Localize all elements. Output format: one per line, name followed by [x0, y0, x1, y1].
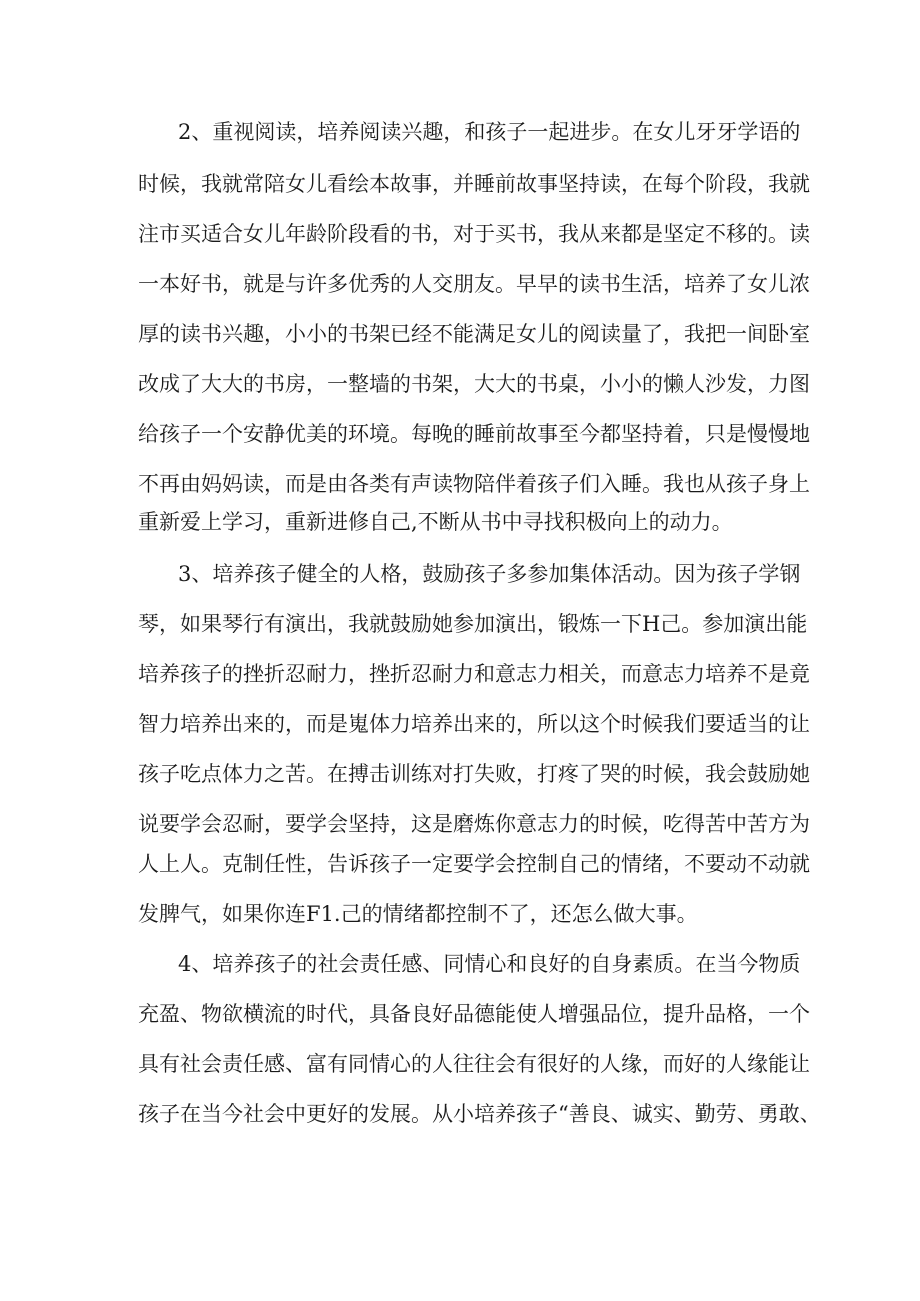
text-line: 改成了大大的书房，一整墙的书架，大大的书桌，小小的懒人沙发，力图: [138, 372, 810, 396]
text-line: 培养孩子的挫折忍耐力，挫折忍耐力和意志力相关，而意志力培养不是竟: [138, 662, 810, 686]
text-line: 说要学会忍耐，要学会坚持，这是磨炼你意志力的时候，吃得苦中苦方为: [138, 812, 810, 836]
text-line: 3、培养孩子健全的人格，鼓励孩子多参加集体活动。因为孩子学钢: [178, 562, 801, 586]
text-line: 琴，如果琴行有演出，我就鼓励她参加演出，锻炼一下H己。参加演出能: [138, 612, 808, 636]
text-line: 厚的读书兴趣，小小的书架已经不能满足女儿的阅读量了，我把一间卧室: [138, 322, 810, 346]
text-line: 孩子吃点体力之苦。在搏击训练对打失败，打疼了哭的时候，我会鼓励她: [138, 762, 810, 786]
text-line: 给孩子一个安静优美的环境。每晚的睡前故事至今都坚持着，只是慢慢地: [138, 422, 810, 446]
text-line: 时候，我就常陪女儿看绘本故事，并睡前故事坚持读，在每个阶段，我就: [138, 172, 810, 196]
text-line: 一本好书，就是与许多优秀的人交朋友。早早的读书生活，培养了女儿浓: [138, 272, 810, 296]
text-line: 孩子在当今社会中更好的发展。从小培养孩子“善良、诚实、勤劳、勇敢、: [138, 1102, 821, 1126]
text-line: 重新爱上学习，重新进修自己,不断从书中寻找积极向上的动力。: [138, 510, 733, 534]
text-line: 不再由妈妈读，而是由各类有声读物陪伴着孩子们入睡。我也从孩子身上: [138, 472, 810, 496]
text-line: 注市买适合女儿年龄阶段看的书，对于买书，我从来都是坚定不移的。读: [138, 222, 810, 246]
text-line: 2、重视阅读，培养阅读兴趣，和孩子一起进步。在女儿牙牙学语的: [178, 120, 801, 144]
text-line: 智力培养出来的，而是嵬体力培养出来的，所以这个时候我们要适当的让: [138, 712, 810, 736]
text-line: 4、培养孩子的社会责任感、同情心和良好的自身素质。在当今物质: [178, 952, 801, 976]
text-line: 充盈、物欲横流的时代，具备良好品德能使人增强品位，提升品格，一个: [138, 1002, 810, 1026]
text-line: 具有社会责任感、富有同情心的人往往会有很好的人缘，而好的人缘能让: [138, 1052, 810, 1076]
text-line: 发脾气，如果你连F1.己的情绪都控制不了，还怎么做大事。: [138, 902, 698, 926]
text-line: 人上人。克制任性，告诉孩子一定要学会控制自己的情绪，不要动不动就: [138, 852, 810, 876]
